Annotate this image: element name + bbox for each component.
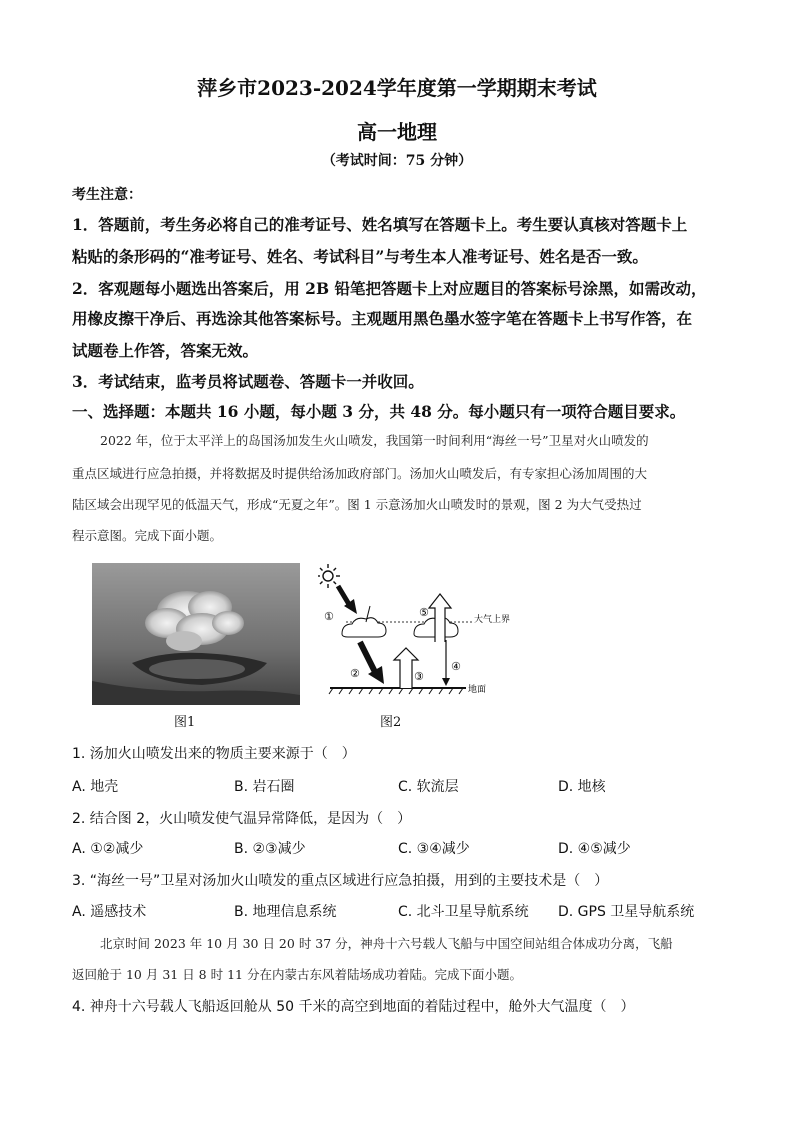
question-3-stem: 3. “海丝一号”卫星对汤加火山喷发的重点区域进行应急拍摄，用到的主要技术是（ ） — [72, 873, 609, 889]
ground-label: 地面 — [468, 685, 487, 695]
notice-line: 2．客观题每小题选出答案后，用 2B 铅笔把答题卡上对应题目的答案标号涂黑，如需改动， — [72, 279, 707, 298]
q3-option-b[interactable]: B. 地理信息系统 — [234, 904, 337, 920]
svg-text:①: ① — [324, 610, 334, 623]
notice-line: 试题卷上作答，答案无效。 — [72, 341, 259, 360]
notice-line: 用橡皮擦干净后、再选涂其他答案标号。主观题用黑色墨水签字笔在答题卡上书写作答，在 — [72, 309, 693, 328]
notice-heading: 考生注意： — [72, 187, 142, 203]
exam-time: （考试时间：75 分钟） — [321, 153, 473, 169]
q2-option-b[interactable]: B. ②③减少 — [234, 841, 306, 857]
material-line: 2022 年，位于太平洋上的岛国汤加发生火山喷发，我国第一时间利用“海丝一号”卫星对火山喷发的 — [100, 433, 649, 448]
q2-option-a[interactable]: A. ①②减少 — [72, 841, 144, 857]
svg-text:⑤: ⑤ — [419, 606, 429, 619]
q3-option-c[interactable]: C. 北斗卫星导航系统 — [398, 904, 529, 920]
q2-option-d[interactable]: D. ④⑤减少 — [558, 841, 631, 857]
question-1-stem: 1. 汤加火山喷发出来的物质主要来源于（ ） — [72, 746, 356, 762]
q3-option-a[interactable]: A. 遥感技术 — [72, 904, 147, 920]
material-line: 返回舱于 10 月 31 日 8 时 11 分在内蒙古东风着陆场成功着陆。完成下面小题。 — [72, 967, 522, 982]
figure1-volcano-photo — [92, 563, 300, 705]
q1-option-c[interactable]: C. 软流层 — [398, 779, 459, 795]
q1-option-d[interactable]: D. 地核 — [558, 779, 606, 795]
q1-option-b[interactable]: B. 岩石圈 — [234, 779, 295, 795]
material-line: 北京时间 2023 年 10 月 30 日 20 时 37 分，神舟十六号载人飞船与中国空间站组合体成功分离，飞船 — [100, 936, 673, 951]
subject-title: 高一地理 — [357, 120, 437, 144]
material-line: 程示意图。完成下面小题。 — [72, 528, 223, 543]
notice-line: 粘贴的条形码的“准考证号、姓名、考试科目”与考生本人准考证号、姓名是否一致。 — [72, 247, 648, 266]
svg-text:②: ② — [350, 667, 360, 680]
figure2-heating-diagram — [318, 562, 533, 698]
q3-option-d[interactable]: D. GPS 卫星导航系统 — [558, 904, 695, 920]
question-4-stem: 4. 神舟十六号载人飞船返回舱从 50 千米的高空到地面的着陆过程中，舱外大气温度（ ） — [72, 999, 635, 1015]
figure2-caption: 图2 — [380, 715, 402, 730]
svg-text:③: ③ — [414, 670, 424, 683]
section-heading: 一、选择题：本题共 16 小题，每小题 3 分，共 48 分。每小题只有一项符合题目要求。 — [72, 402, 686, 421]
material-line: 陆区域会出现罕见的低温天气，形成“无夏之年”。图 1 示意汤加火山喷发时的景观，图 2 为大气受热过 — [72, 497, 642, 512]
q1-option-a[interactable]: A. 地壳 — [72, 779, 119, 795]
notice-line: 3．考试结束，监考员将试题卷、答题卡一并收回。 — [72, 372, 424, 391]
exam-title: 萍乡市2023-2024学年度第一学期期末考试 — [197, 76, 597, 100]
upper-atmosphere-label: 大气上界 — [474, 615, 511, 625]
material-line: 重点区域进行应急拍摄，并将数据及时提供给汤加政府部门。汤加火山喷发后，有专家担心汤加周围的大 — [72, 466, 648, 481]
q2-option-c[interactable]: C. ③④减少 — [398, 841, 470, 857]
notice-line: 1．答题前，考生务必将自己的准考证号、姓名填写在答题卡上。考生要认真核对答题卡上 — [72, 215, 688, 234]
figure1-caption: 图1 — [174, 715, 196, 730]
question-2-stem: 2. 结合图 2，火山喷发使气温异常降低，是因为（ ） — [72, 811, 412, 827]
sun-icon — [318, 564, 340, 588]
svg-text:④: ④ — [451, 660, 461, 673]
